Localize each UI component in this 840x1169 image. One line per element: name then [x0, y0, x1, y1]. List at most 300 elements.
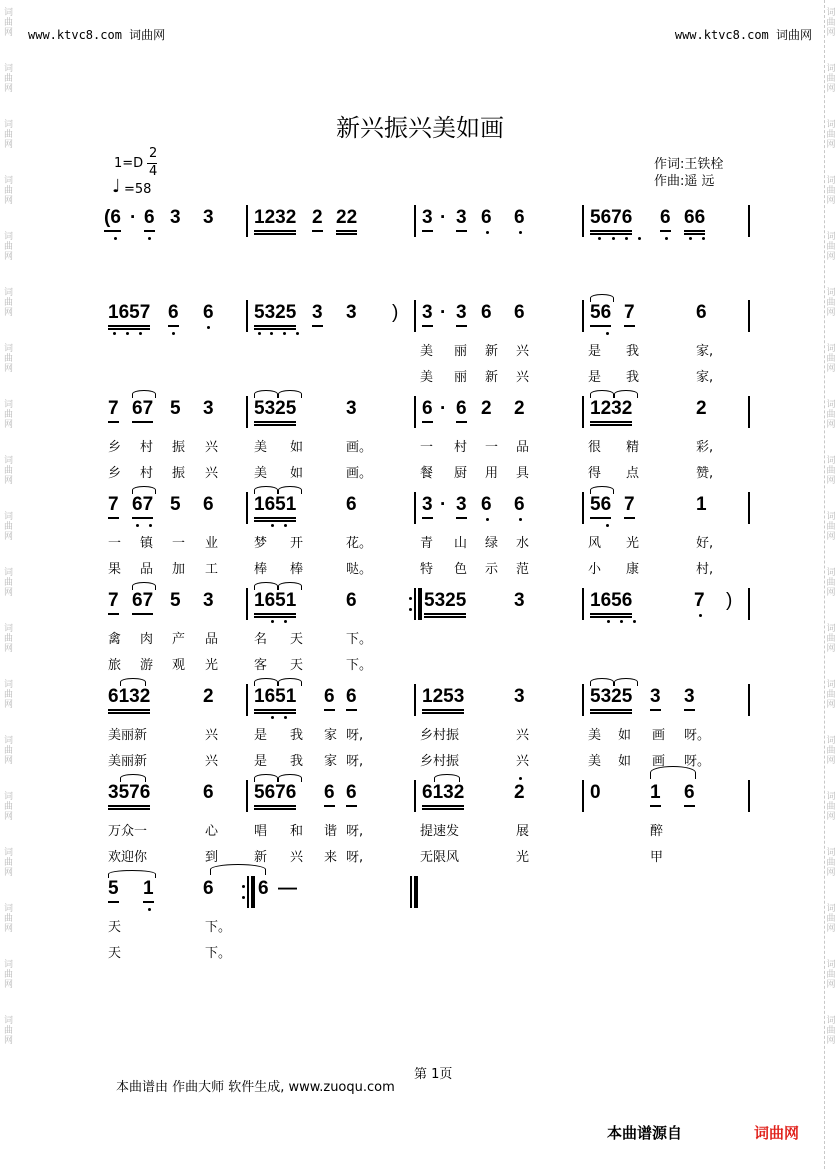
lyric-char: 下。 [205, 920, 232, 935]
note-group: (6 [104, 207, 121, 228]
side-watermark: 词曲网 [4, 960, 14, 990]
lyric-char: 工 [205, 562, 219, 577]
lyric-char: 天 [290, 658, 304, 673]
low-octave-dot [699, 614, 702, 617]
low-octave-dot [284, 524, 287, 527]
lyric-char: 兴 [205, 728, 219, 743]
page-number: 第 1页 [414, 1067, 453, 1082]
lyric-char: 新 [485, 344, 499, 359]
side-watermark: 词曲网 [826, 232, 836, 262]
lyric-char: 花。 [346, 536, 373, 551]
lyric-char: 家, [696, 344, 714, 359]
note-group: 2 [514, 782, 525, 803]
low-octave-dot [296, 332, 299, 335]
tie-slur [132, 486, 156, 494]
repeat-end-bar [247, 876, 249, 908]
side-watermark: 词曲网 [4, 232, 14, 262]
lyric-char: 山 [454, 536, 468, 551]
note-group: 1651 [254, 590, 296, 615]
bar-line [582, 205, 584, 237]
lyric-char: 如 [618, 754, 632, 769]
repeat-dot [409, 597, 412, 600]
lyric-char: 欢迎你 [108, 850, 148, 865]
lyric-char: 一 [485, 440, 499, 455]
note-group: — [278, 878, 297, 899]
tie-slur [254, 774, 278, 782]
lyric-char: 兴 [290, 850, 304, 865]
lyric-char: 开 [290, 536, 304, 551]
lyric-char: 游 [140, 658, 154, 673]
note-group: 3 [170, 207, 181, 228]
close-paren: ) [726, 590, 733, 611]
repeat-dot [409, 608, 412, 611]
note-group: 6132 [108, 686, 150, 711]
note-group: 2 [312, 207, 323, 228]
lyric-char: 画。 [346, 466, 373, 481]
lyric-char: 万众一 [108, 824, 148, 839]
lyric-char: 呀, [346, 728, 364, 743]
tie-slur [132, 390, 156, 398]
low-octave-dot [625, 237, 628, 240]
side-watermark: 词曲网 [4, 288, 14, 318]
repeat-start-thick-bar [418, 588, 422, 620]
final-bar [410, 876, 412, 908]
note-group: 3 [346, 302, 357, 323]
note-group: 3 [203, 207, 214, 228]
final-thick-bar [414, 876, 418, 908]
bar-line [414, 684, 416, 716]
low-octave-dot [519, 231, 522, 234]
tie-slur [120, 774, 146, 782]
dot-augment: · [440, 302, 447, 323]
bar-line [582, 492, 584, 524]
lyric-char: 好, [696, 536, 714, 551]
dot-augment: · [440, 398, 447, 419]
note-group: 1232 [254, 207, 296, 232]
lyric-char: 光 [205, 658, 219, 673]
low-octave-dot [271, 716, 274, 719]
tie-slur [132, 582, 156, 590]
note-group: 6 [696, 302, 707, 323]
note-group: 6 [203, 782, 214, 803]
low-octave-dot [620, 620, 623, 623]
note-group: 6132 [422, 782, 464, 807]
lyric-char: 一 [420, 440, 434, 455]
lyric-char: 客 [254, 658, 268, 673]
note-group: 67 [132, 398, 154, 419]
time-signature-bottom: 4 [149, 164, 158, 179]
lyric-char: 美 [588, 754, 602, 769]
bar-line [414, 205, 416, 237]
note-group: 1 [650, 782, 661, 803]
bar-line [748, 300, 750, 332]
low-octave-dot [172, 332, 175, 335]
lyric-char: 呀, [346, 754, 364, 769]
lyric-char: 用 [485, 466, 499, 481]
tie-slur [614, 678, 638, 686]
side-watermark: 词曲网 [826, 8, 836, 38]
repeat-dot [242, 896, 245, 899]
lyric-char: 美 [588, 728, 602, 743]
low-octave-dot [139, 332, 142, 335]
bar-line [246, 300, 248, 332]
lyric-char: 我 [290, 728, 304, 743]
lyric-char: 兴 [516, 344, 530, 359]
lyric-char: 赞, [696, 466, 714, 481]
lyric-char: 天 [108, 946, 122, 961]
tie-slur [278, 486, 302, 494]
tie-slur [108, 870, 156, 878]
bar-line [246, 588, 248, 620]
lyric-char: 谐 [324, 824, 338, 839]
low-octave-dot [486, 518, 489, 521]
lyric-char: 精 [626, 440, 640, 455]
bar-line [748, 396, 750, 428]
lyric-char: 美 [254, 440, 268, 455]
lyric-char: 村 [140, 466, 154, 481]
note-group: 1253 [422, 686, 464, 711]
lyric-char: 是 [588, 370, 602, 385]
low-octave-dot [665, 237, 668, 240]
bar-line [246, 684, 248, 716]
side-watermark: 词曲网 [826, 792, 836, 822]
lyric-char: 美 [420, 344, 434, 359]
side-watermark: 词曲网 [826, 624, 836, 654]
bar-line [414, 396, 416, 428]
side-watermark: 词曲网 [826, 568, 836, 598]
lyric-char: 家 [324, 754, 338, 769]
lyric-char: 兴 [205, 754, 219, 769]
lyric-char: 观 [172, 658, 186, 673]
lyric-char: 风 [588, 536, 602, 551]
low-octave-dot [283, 332, 286, 335]
lyric-char: 呀。 [684, 728, 711, 743]
lyric-char: 展 [516, 824, 530, 839]
bar-line [414, 300, 416, 332]
lyricist-credit: 作词:王铁栓 [654, 157, 724, 172]
bar-line [582, 780, 584, 812]
tempo-value: =58 [124, 182, 152, 197]
side-watermark: 词曲网 [4, 176, 14, 206]
note-group: 6 [514, 494, 525, 515]
note-group: 1 [696, 494, 707, 515]
lyric-char: 是 [254, 728, 268, 743]
low-octave-dot [702, 237, 705, 240]
lyric-char: 唱 [254, 824, 268, 839]
note-group: 1651 [254, 494, 296, 519]
bar-line [246, 205, 248, 237]
lyric-char: 棒 [254, 562, 268, 577]
note-group: 3 [203, 590, 214, 611]
side-watermark: 词曲网 [826, 64, 836, 94]
lyric-char: 一 [172, 536, 186, 551]
lyric-char: 青 [420, 536, 434, 551]
lyric-char: 呀。 [684, 754, 711, 769]
bar-line [748, 780, 750, 812]
note-group: 6 [346, 494, 357, 515]
lyric-char: 厨 [454, 466, 468, 481]
lyric-char: 村, [696, 562, 714, 577]
lyric-char: 示 [485, 562, 499, 577]
lyric-char: 我 [626, 344, 640, 359]
note-group: 67 [132, 494, 154, 515]
note-group: 6 [324, 686, 335, 707]
side-watermark: 词曲网 [826, 120, 836, 150]
lyric-char: 禽 [108, 632, 122, 647]
lyric-char: 乡村振 [420, 754, 460, 769]
note-group: 6 [514, 207, 525, 228]
low-octave-dot [633, 620, 636, 623]
note-group: 5325 [254, 398, 296, 423]
low-octave-dot [606, 524, 609, 527]
lyric-char: 新 [485, 370, 499, 385]
lyric-char: 下。 [346, 658, 373, 673]
side-watermark: 词曲网 [4, 400, 14, 430]
lyric-char: 得 [588, 466, 602, 481]
dot-augment: · [130, 207, 137, 228]
note-group: 2 [514, 398, 525, 419]
note-group: 1 [143, 878, 154, 899]
side-watermark: 词曲网 [4, 512, 14, 542]
note-group: 5325 [424, 590, 466, 615]
low-octave-dot [270, 332, 273, 335]
note-group: 6 [324, 782, 335, 803]
note-group: 5 [170, 398, 181, 419]
note-group: 6 [346, 590, 357, 611]
lyric-char: 家 [324, 728, 338, 743]
low-octave-dot [148, 237, 151, 240]
side-watermark: 词曲网 [4, 568, 14, 598]
note-group: 2 [696, 398, 707, 419]
note-group: 6 [346, 686, 357, 707]
tie-slur [120, 678, 146, 686]
side-watermark: 词曲网 [4, 624, 14, 654]
lyric-char: 如 [618, 728, 632, 743]
lyric-char: 画 [652, 728, 666, 743]
side-watermark: 词曲网 [4, 736, 14, 766]
bar-line [582, 396, 584, 428]
note-group: 3 [422, 302, 433, 323]
low-octave-dot [284, 620, 287, 623]
lyric-char: 范 [516, 562, 530, 577]
lyric-char: 振 [172, 466, 186, 481]
note-group: 5676 [590, 207, 632, 232]
tie-slur [210, 864, 266, 875]
bar-line [246, 396, 248, 428]
lyric-char: 点 [626, 466, 640, 481]
lyric-char: 业 [205, 536, 219, 551]
high-octave-dot [519, 777, 522, 780]
low-octave-dot [126, 332, 129, 335]
note-group: 3 [650, 686, 661, 707]
note-group: 5 [170, 590, 181, 611]
note-group: 6 [481, 207, 492, 228]
bar-line [748, 684, 750, 716]
lyric-char: 镇 [140, 536, 154, 551]
side-watermark: 词曲网 [826, 1016, 836, 1046]
side-watermark: 词曲网 [826, 904, 836, 934]
header-site-left[interactable]: www.ktvc8.com 词曲网 [28, 28, 166, 42]
note-group: 56 [590, 494, 612, 515]
lyric-char: 村 [140, 440, 154, 455]
note-group: 2 [481, 398, 492, 419]
note-group: 3 [456, 494, 467, 515]
repeat-start-bar [414, 588, 416, 620]
bar-line [582, 588, 584, 620]
composer-credit: 作曲:遥 远 [654, 174, 715, 189]
lyric-char: 彩, [696, 440, 714, 455]
tie-slur [254, 582, 278, 590]
low-octave-dot [136, 524, 139, 527]
generator-credit: 本曲谱由 作曲大师 软件生成, www.zuoqu.com [116, 1080, 395, 1095]
lyric-char: 特 [420, 562, 434, 577]
side-watermark: 词曲网 [4, 8, 14, 38]
side-watermark: 词曲网 [826, 736, 836, 766]
lyric-char: 下。 [205, 946, 232, 961]
note-group: 6 [481, 302, 492, 323]
bar-line [414, 780, 416, 812]
tie-slur [650, 766, 696, 779]
side-watermark: 词曲网 [826, 680, 836, 710]
low-octave-dot [148, 908, 151, 911]
note-group: 0 [590, 782, 601, 803]
lyric-char: 康 [626, 562, 640, 577]
side-watermark: 词曲网 [4, 848, 14, 878]
lyric-char: 画 [652, 754, 666, 769]
score-line-1 [0, 205, 840, 235]
side-watermark: 词曲网 [826, 400, 836, 430]
tie-slur [278, 678, 302, 686]
low-octave-dot [638, 237, 641, 240]
lyric-char: 绿 [485, 536, 499, 551]
left-watermark-strip [2, 0, 16, 1169]
note-group: 6 [660, 207, 671, 228]
tie-slur [614, 390, 638, 398]
lyric-char: 醉 [650, 824, 664, 839]
low-octave-dot [486, 231, 489, 234]
lyric-char: 如 [290, 466, 304, 481]
note-group: 6 [203, 302, 214, 323]
note-group: 6 [258, 878, 269, 899]
side-watermark: 词曲网 [4, 456, 14, 486]
bar-line [748, 492, 750, 524]
quarter-note-icon: ♩ [112, 176, 121, 197]
repeat-dot [242, 885, 245, 888]
lyric-char: 丽 [454, 344, 468, 359]
key-signature: 1=D [114, 156, 144, 171]
lyric-char: 甲 [650, 850, 664, 865]
low-octave-dot [149, 524, 152, 527]
score-title: 新兴振兴美如画 [336, 114, 504, 142]
note-group: 6 [168, 302, 179, 323]
low-octave-dot [284, 716, 287, 719]
side-watermark: 词曲网 [826, 848, 836, 878]
note-group: 5325 [254, 302, 296, 327]
lyric-char: 兴 [205, 440, 219, 455]
lyric-char: 呀, [346, 850, 364, 865]
side-watermark: 词曲网 [826, 176, 836, 206]
lyric-char: 天 [108, 920, 122, 935]
note-group: 6 [144, 207, 155, 228]
tie-slur [590, 294, 614, 302]
lyric-char: 餐 [420, 466, 434, 481]
lyric-char: 具 [516, 466, 530, 481]
lyric-char: 兴 [205, 466, 219, 481]
note-group: 1656 [590, 590, 632, 615]
note-group: 3 [514, 590, 525, 611]
tie-slur [254, 486, 278, 494]
lyric-char: 美丽新 [108, 754, 148, 769]
dot-augment: · [440, 207, 447, 228]
side-watermark: 词曲网 [4, 904, 14, 934]
lyric-char: 很 [588, 440, 602, 455]
note-group: 56 [590, 302, 612, 323]
note-group: 7 [624, 494, 635, 515]
lyric-char: 棒 [290, 562, 304, 577]
lyric-char: 我 [290, 754, 304, 769]
side-watermark: 词曲网 [826, 960, 836, 990]
lyric-char: 心 [205, 824, 219, 839]
note-group: 1657 [108, 302, 150, 327]
note-group: 6 [203, 494, 214, 515]
lyric-char: 无限风 [420, 850, 460, 865]
bar-line [246, 780, 248, 812]
lyric-char: 美丽新 [108, 728, 148, 743]
lyric-char: 色 [454, 562, 468, 577]
lyric-char: 兴 [516, 728, 530, 743]
note-group: 1232 [590, 398, 632, 423]
note-group: 6 [346, 782, 357, 803]
tie-slur [278, 582, 302, 590]
tie-slur [590, 390, 614, 398]
lyric-char: 一 [108, 536, 122, 551]
note-group: 6 [514, 302, 525, 323]
note-group: 3 [312, 302, 323, 323]
lyric-char: 和 [290, 824, 304, 839]
note-group: 7 [624, 302, 635, 323]
source-brand-link[interactable]: 词曲网 [754, 1124, 800, 1142]
tie-slur [590, 678, 614, 686]
note-group: 6 [684, 782, 695, 803]
note-group: 7 [108, 494, 119, 515]
note-group: 6 [203, 878, 214, 899]
lyric-char: 品 [516, 440, 530, 455]
lyric-char: 果 [108, 562, 122, 577]
note-group: 5676 [254, 782, 296, 807]
header-site-right[interactable]: www.ktvc8.com 词曲网 [674, 28, 812, 42]
low-octave-dot [606, 332, 609, 335]
lyric-char: 小 [588, 562, 602, 577]
lyric-char: 乡村振 [420, 728, 460, 743]
note-group: 7 [108, 398, 119, 419]
note-group: 66 [684, 207, 705, 232]
lyric-char: 天 [290, 632, 304, 647]
low-octave-dot [113, 332, 116, 335]
lyric-char: 呀, [346, 824, 364, 839]
bar-line [748, 588, 750, 620]
lyric-char: 到 [205, 850, 219, 865]
bar-line [748, 205, 750, 237]
note-group: 6 [456, 398, 467, 419]
note-group: 67 [132, 590, 154, 611]
note-group: 7 [108, 590, 119, 611]
bar-line [414, 492, 416, 524]
side-watermark: 词曲网 [826, 344, 836, 374]
side-watermark: 词曲网 [826, 512, 836, 542]
lyric-char: 哒。 [346, 562, 373, 577]
lyric-char: 丽 [454, 370, 468, 385]
lyric-char: 是 [588, 344, 602, 359]
